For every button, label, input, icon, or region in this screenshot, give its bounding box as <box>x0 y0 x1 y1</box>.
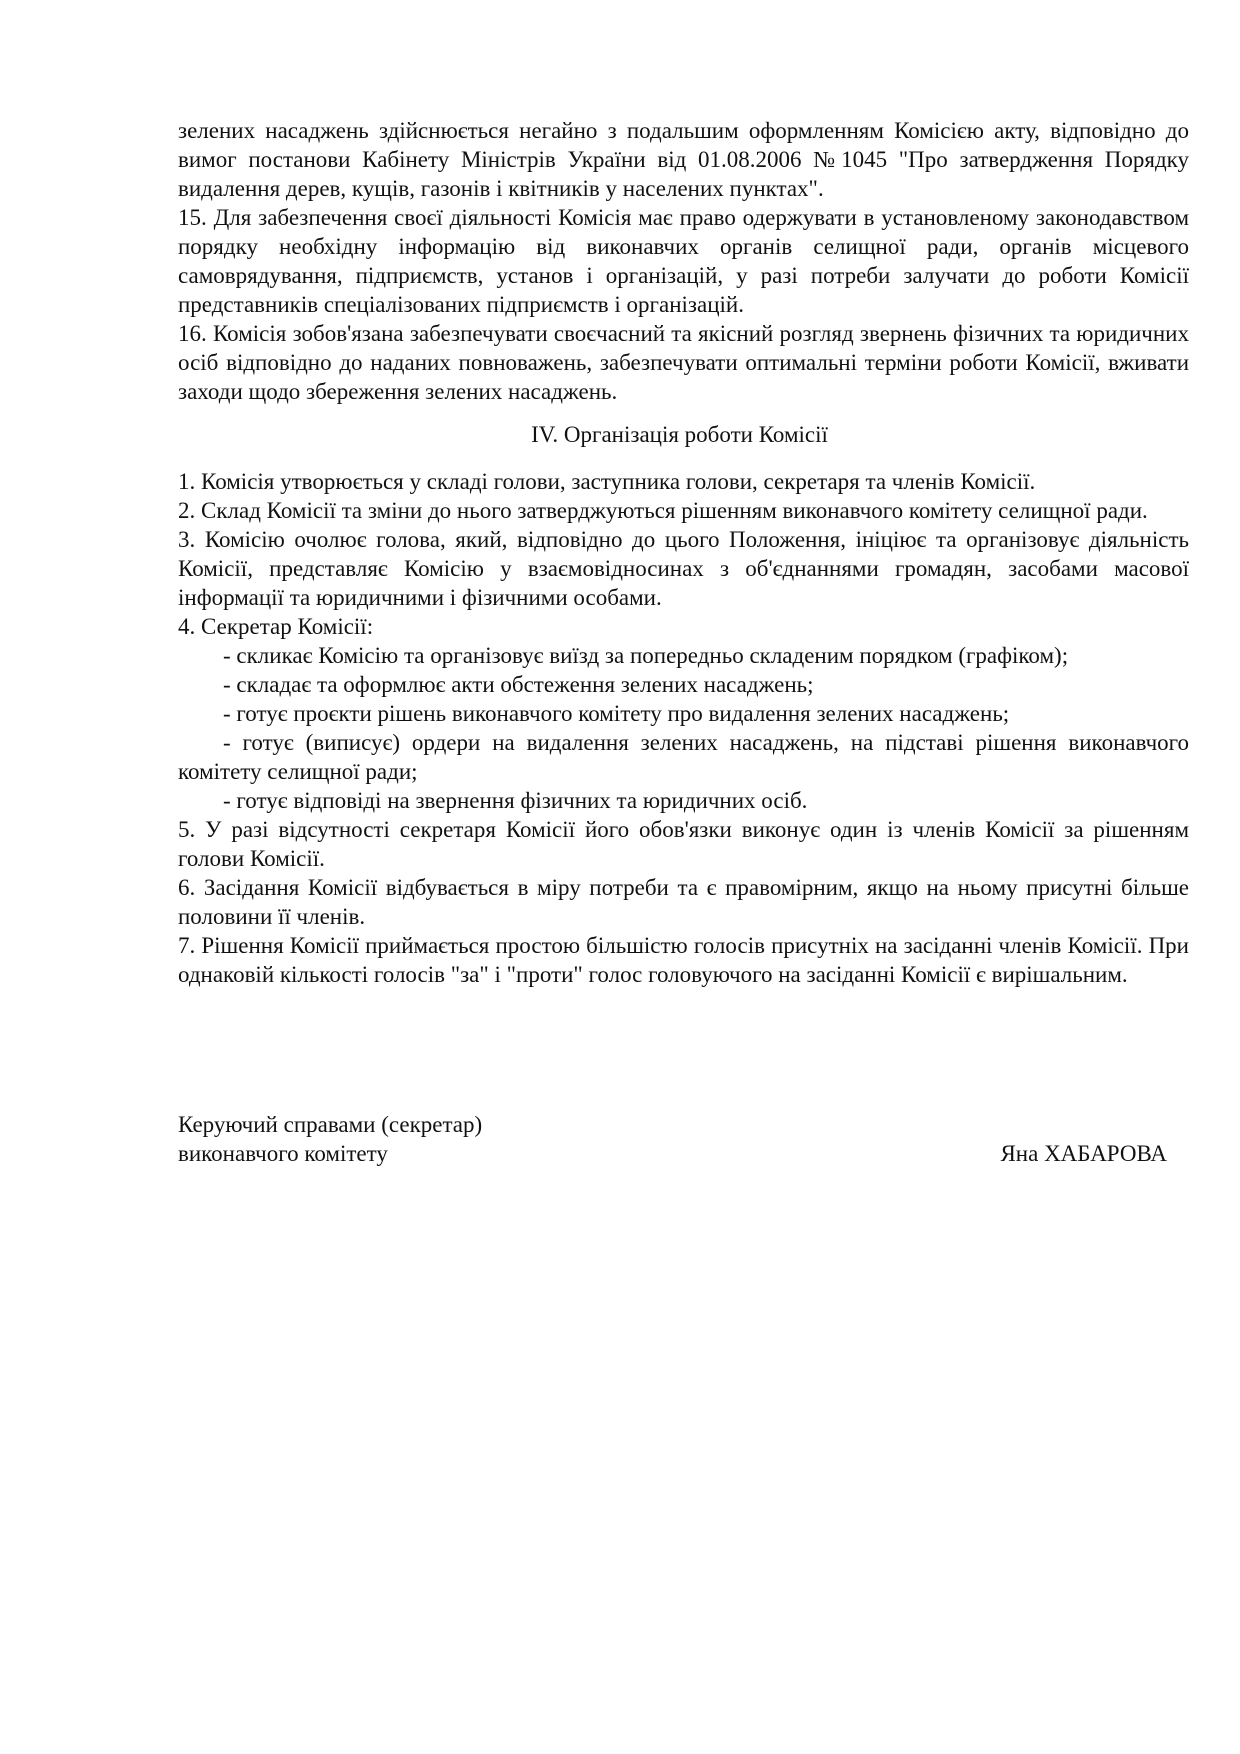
signatory-position-line-2: виконавчого комітету <box>178 1141 388 1166</box>
signature-block <box>178 1110 1189 1168</box>
section-item-5: 5. У разі відсутності секретаря Комісії його обов'язки виконує один із членів Комісії за рішенням голови Комісії. <box>178 817 1189 871</box>
section-item-6: 6. Засідання Комісії відбувається в міру потреби та є правомірним, якщо на ньому присутні більше половини її членів. <box>178 875 1189 929</box>
section-item-3: 3. Комісію очолює голова, який, відповідно до цього Положення, ініціює та організовує діяльність Комісії, представляє Комісію у взаємовідносинах з об'єднаннями громадян, засобами масової інформації та юридичними і фізичними особами. <box>178 527 1189 610</box>
secretary-duty: - готує проєкти рішень виконавчого комітету про видалення зелених насаджень; <box>223 701 1010 726</box>
secretary-duty: - скликає Комісію та організовує виїзд за попередньо складеним порядком (графіком); <box>223 643 1069 668</box>
continuation-paragraph: зелених насаджень здійснюється негайно з подальшим оформленням Комісією акту, відповідно до вимог постанови Кабінету Міністрів України від 01.08.2006 №1045 "Про затвердження Порядку видалення дерев, кущів, газонів і квітників у населених пунктах". <box>178 118 1189 201</box>
section-item-2: 2. Склад Комісії та зміни до нього затверджуються рішенням виконавчого комітету селищної ради. <box>178 498 1148 523</box>
section-item-1: 1. Комісія утворюється у складі голови, заступника голови, секретаря та членів Комісії. <box>178 469 1036 494</box>
item-16-paragraph: 16. Комісія зобов'язана забезпечувати своєчасний та якісний розгляд звернень фізичних та юридичних осіб відповідно до наданих повноважень, забезпечувати оптимальні терміни роботи Комісії, вживати заходи щодо збереження зелених насаджень. <box>178 321 1189 404</box>
signatory-position-line-1: Керуючий справами (секретар) <box>178 1112 483 1137</box>
section-item-4: 4. Секретар Комісії: <box>178 614 374 639</box>
section-item-7: 7. Рішення Комісії приймається простою більшістю голосів присутніх на засіданні членів Комісії. При однаковій кількості голосів "за" і "проти" голос головуючого на засіданні Комісії є вирішальним. <box>178 933 1189 987</box>
secretary-duty: - готує (виписує) ордери на видалення зелених насаджень, на підставі рішення виконавчого комітету селищної ради; <box>178 730 1189 784</box>
document-body <box>178 116 1189 989</box>
section-heading: IV. Організація роботи Комісії <box>531 422 828 447</box>
signatory-name: Яна ХАБАРОВА <box>1000 1141 1167 1166</box>
secretary-duty: - складає та оформлює акти обстеження зелених насаджень; <box>223 672 814 697</box>
secretary-duty: - готує відповіді на звернення фізичних та юридичних осіб. <box>223 788 808 813</box>
item-15-paragraph: 15. Для забезпечення своєї діяльності Комісія має право одержувати в установленому законодавством порядку необхідну інформацію від виконавчих органів селищної ради, органів місцевого самоврядування, підприємств, установ і організацій, у разі потреби залучати до роботи Комісії представників спеціалізованих підприємств і організацій. <box>178 205 1189 317</box>
